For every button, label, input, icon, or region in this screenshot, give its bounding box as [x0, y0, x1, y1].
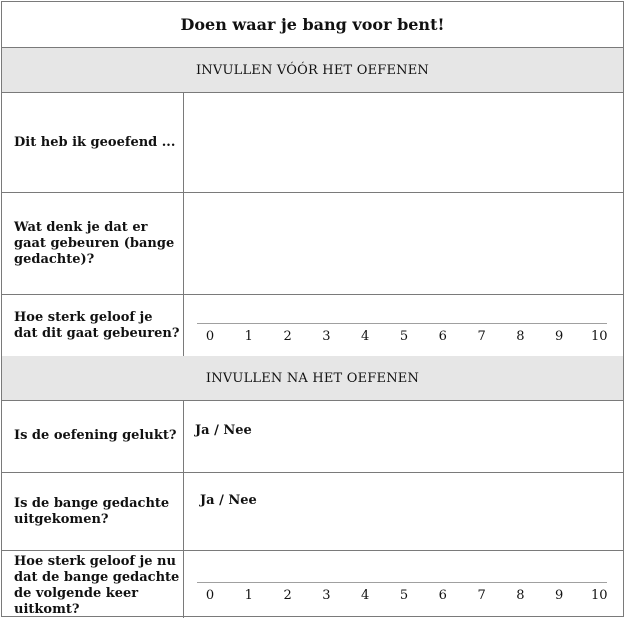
scale-value-8[interactable]: 8: [516, 329, 525, 344]
belief-after-scale[interactable]: [197, 582, 607, 612]
scale-value-0[interactable]: 0: [205, 588, 215, 603]
success-answer[interactable]: Ja / Nee: [195, 423, 252, 438]
scale-value-3[interactable]: 3: [322, 588, 331, 603]
scale-value-1[interactable]: 1: [244, 588, 253, 603]
fear-thought-label: Wat denk je dat er gaat gebeuren (bange gedachte)?: [14, 219, 175, 267]
scale-value-5[interactable]: 5: [399, 329, 409, 344]
came-true-answer[interactable]: Ja / Nee: [200, 493, 257, 508]
scale-value-6[interactable]: 6: [438, 588, 447, 603]
scale-value-0[interactable]: 0: [205, 329, 215, 344]
scale-value-3[interactable]: 3: [322, 329, 331, 344]
belief-after-label: Hoe sterk geloof je nu dat de bange gedachte de volgende keer uitkomt?: [14, 554, 180, 617]
divider: [2, 550, 623, 551]
scale-value-7[interactable]: 7: [477, 329, 486, 344]
worksheet: [1, 1, 624, 617]
section-heading-before: INVULLEN VÓÓR HET OEFENEN: [2, 48, 623, 92]
scale-line: [197, 582, 607, 583]
column-divider: [183, 92, 184, 356]
scale-value-4[interactable]: 4: [361, 588, 370, 603]
scale-value-6[interactable]: 6: [438, 329, 447, 344]
section-heading-after: INVULLEN NA HET OEFENEN: [2, 356, 623, 400]
scale-value-2[interactable]: 2: [283, 329, 292, 344]
scale-value-5[interactable]: 5: [399, 588, 409, 603]
scale-value-7[interactable]: 7: [477, 588, 486, 603]
belief-before-scale[interactable]: [197, 323, 607, 353]
scale-line: [197, 323, 607, 324]
scale-value-4[interactable]: 4: [361, 329, 370, 344]
scale-value-10[interactable]: 10: [590, 588, 608, 603]
scale-value-2[interactable]: 2: [283, 588, 292, 603]
belief-before-label: Hoe sterk geloof je dat dit gaat gebeuren?: [14, 309, 180, 341]
scale-value-8[interactable]: 8: [516, 588, 525, 603]
scale-value-10[interactable]: 10: [590, 329, 608, 344]
scale-value-1[interactable]: 1: [244, 329, 253, 344]
scale-value-9[interactable]: 9: [555, 329, 564, 344]
scale-value-9[interactable]: 9: [555, 588, 564, 603]
worksheet-title: Doen waar je bang voor bent!: [180, 15, 445, 34]
column-divider: [183, 400, 184, 618]
came-true-label: Is de bange gedachte uitgekomen?: [14, 495, 170, 527]
practiced-label: Dit heb ik geoefend ...: [14, 134, 176, 150]
success-label: Is de oefening gelukt?: [14, 428, 177, 443]
